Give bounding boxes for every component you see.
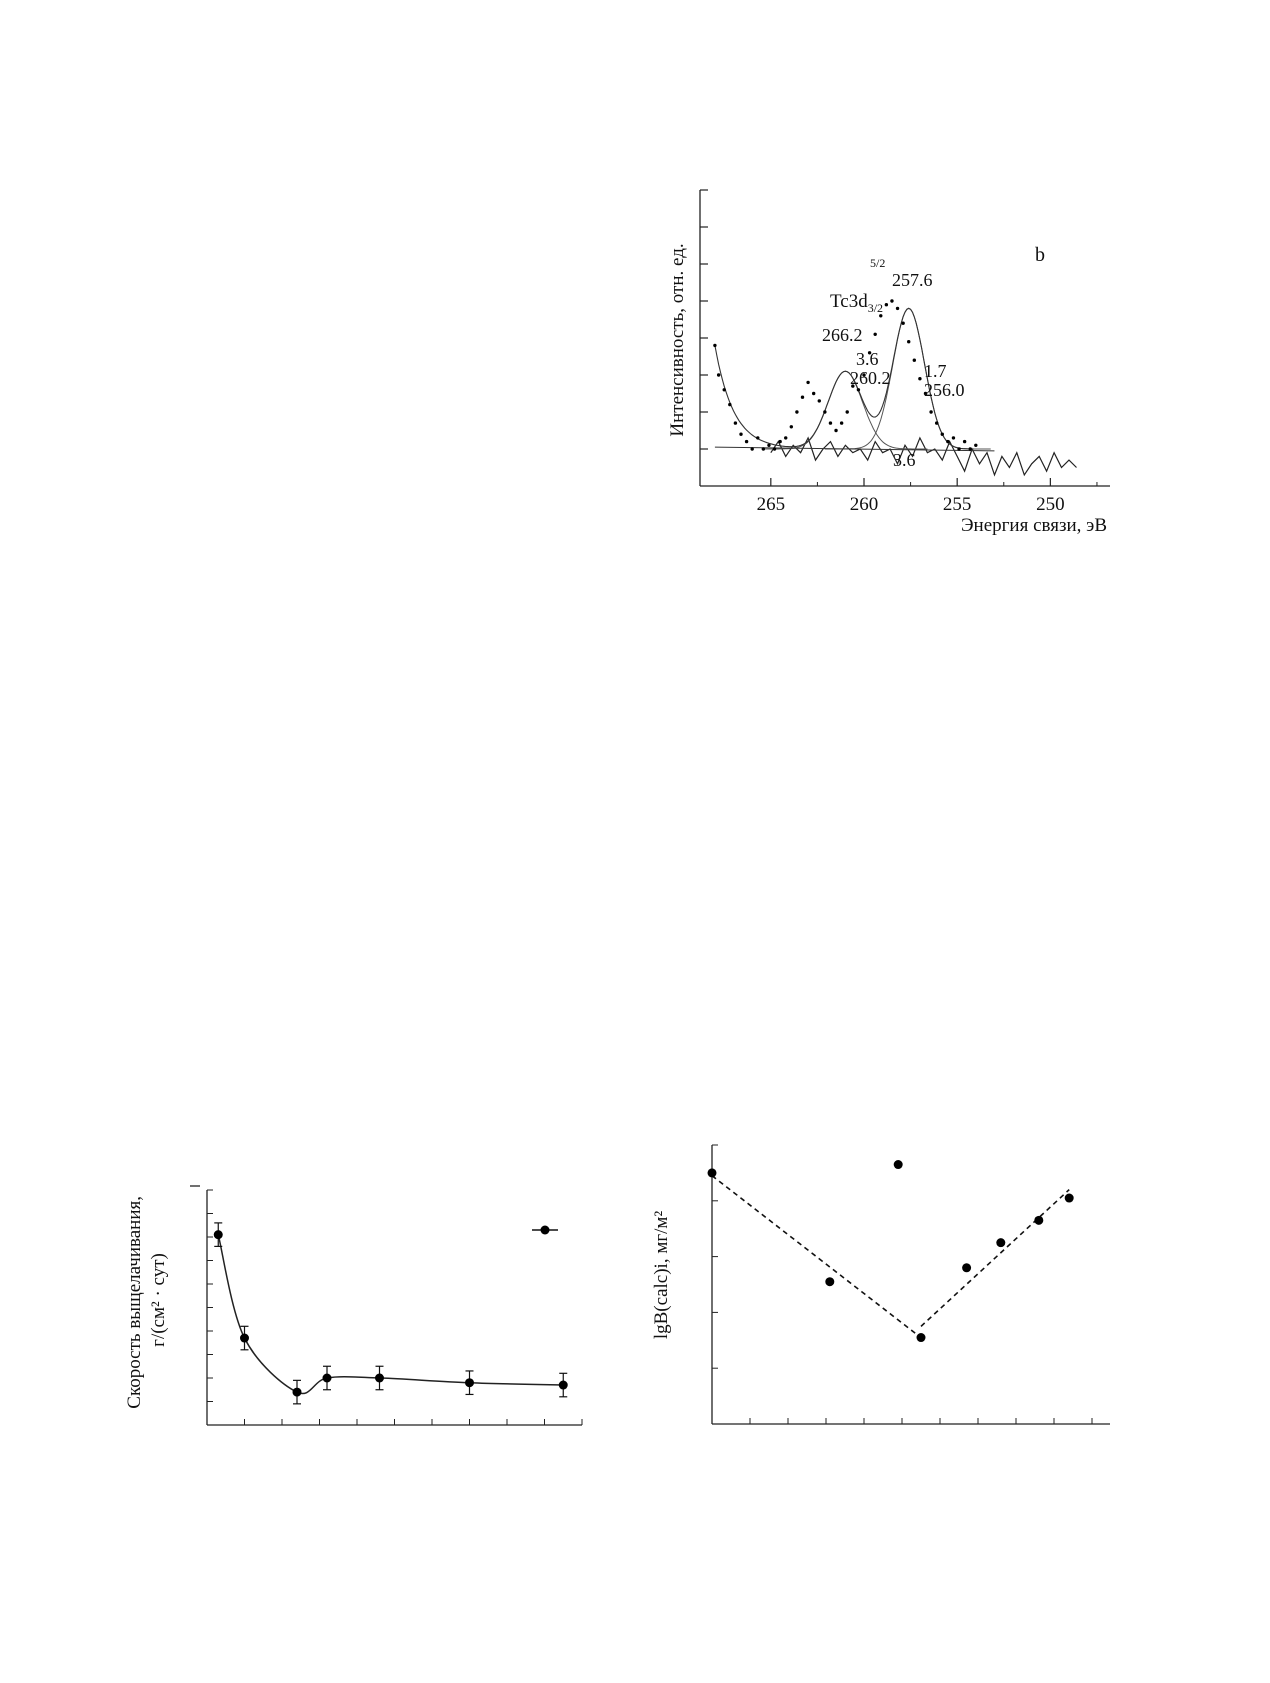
chart2-data-point [559, 1381, 568, 1390]
chart3-data-point [894, 1160, 903, 1169]
chart3-dashed-fits [712, 1176, 1069, 1335]
chart1-data-point [913, 359, 916, 362]
chart1-data-point [840, 421, 843, 424]
chart1-data-point [728, 403, 731, 406]
chart2-data-point [375, 1374, 384, 1383]
chart2-data-points [214, 1223, 568, 1404]
lgb-scatter-chart [651, 1145, 1110, 1424]
chart1-data-point [812, 392, 815, 395]
chart1-data-point [829, 421, 832, 424]
chart1-x-tick-label: 250 [1036, 494, 1065, 515]
chart1-data-point [723, 388, 726, 391]
chart3-fit-line-1 [712, 1176, 917, 1335]
chart1-data-point [790, 425, 793, 428]
chart1-data-point [935, 421, 938, 424]
annotation-260-2: 260.2 [850, 368, 891, 388]
chart1-data-point [890, 299, 893, 302]
chart1-data-point [818, 399, 821, 402]
chart1-baseline-series [771, 438, 1077, 475]
annotation-3-6-top: 3.6 [856, 349, 879, 369]
chart2-y-axis-label-line2: г/(см² · сут) [148, 1253, 169, 1347]
chart3-fit-line-2 [921, 1190, 1069, 1327]
chart1-y-ticks [700, 190, 708, 449]
chart1-data-point [739, 433, 742, 436]
chart3-data-point [708, 1168, 717, 1177]
chart1-measured-line [771, 438, 1077, 475]
chart1-data-point [773, 447, 776, 450]
chart1-data-point [767, 444, 770, 447]
chart1-data-point [857, 388, 860, 391]
annotation-257-6: 257.6 [892, 270, 933, 290]
chart1-data-point [784, 436, 787, 439]
peak-label-tc3d52-sub: 5/2 [870, 256, 886, 270]
chart3-data-point [825, 1277, 834, 1286]
annotation-256-0: 256.0 [924, 380, 965, 400]
peak-label-tc3d32-main: Tc3d [830, 291, 868, 312]
chart3-y-axis-label: lgB(calc)i, мг/м² [651, 1210, 672, 1340]
legend-marker-point [541, 1226, 550, 1235]
chart1-x-tick-label: 260 [849, 494, 879, 515]
leaching-rate-chart [124, 1186, 582, 1425]
chart1-data-point [885, 303, 888, 306]
chart2-y-ticks [207, 1190, 213, 1402]
chart1-data-point [941, 433, 944, 436]
peak-label-tc3d52 [870, 256, 885, 270]
chart1-data-point [756, 436, 759, 439]
chart3-data-point [962, 1263, 971, 1272]
chart2-trend-curve [218, 1235, 563, 1394]
chart1-x-tick-label: 265 [756, 494, 786, 515]
chart3-data-point [1034, 1216, 1043, 1225]
annotation-3-6-bottom: 3.6 [893, 450, 916, 470]
chart1-data-point [896, 307, 899, 310]
chart1-data-point [846, 410, 849, 413]
chart3-data-point [1065, 1194, 1074, 1203]
chart3-x-ticks [750, 1418, 1092, 1424]
chart1-data-point [873, 333, 876, 336]
chart1-data-point [806, 381, 809, 384]
chart1-data-point [946, 440, 949, 443]
peak-label-tc3d32 [830, 291, 883, 315]
chart1-data-point [834, 429, 837, 432]
chart2-x-ticks [245, 1419, 583, 1425]
chart1-data-point [717, 373, 720, 376]
chart1-data-point [713, 344, 716, 347]
chart1-data-point [823, 410, 826, 413]
panel-letter: b [1035, 244, 1045, 266]
chart2-y-axis-label [124, 1191, 169, 1408]
chart2-data-point [214, 1230, 223, 1239]
chart1-data-point [952, 436, 955, 439]
chart2-y-axis-label-line1: Скорость выщелачивания, [124, 1196, 145, 1409]
chart2-data-point [465, 1378, 474, 1387]
chart2-data-point [293, 1388, 302, 1397]
chart2-legend [532, 1226, 558, 1235]
chart1-data-point [734, 421, 737, 424]
chart2-data-point [240, 1334, 249, 1343]
chart1-data-point [969, 447, 972, 450]
chart1-data-point [907, 340, 910, 343]
chart1-y-axis-label: Интенсивность, отн. ед. [667, 243, 688, 437]
chart1-data-point [795, 410, 798, 413]
peak-label-tc3d32-sub: 3/2 [867, 301, 884, 315]
chart1-data-point [750, 447, 753, 450]
chart1-data-point [957, 447, 960, 450]
chart1-data-point [745, 440, 748, 443]
chart1-x-tick-label: 255 [942, 494, 972, 515]
chart1-data-point [801, 396, 804, 399]
chart1-data-point [929, 410, 932, 413]
chart3-data-point [917, 1333, 926, 1342]
xps-spectrum-chart [667, 190, 1110, 536]
chart1-data-point [963, 440, 966, 443]
chart1-data-point [778, 440, 781, 443]
chart3-data-point [996, 1238, 1005, 1247]
chart1-data-point [901, 322, 904, 325]
annotation-1-7: 1.7 [924, 361, 947, 381]
chart1-x-axis-label: Энергия связи, эВ [961, 515, 1107, 536]
chart1-x-ticks [757, 478, 1097, 515]
chart2-data-point [323, 1374, 332, 1383]
chart1-data-point [762, 447, 765, 450]
chart1-data-point [918, 377, 921, 380]
chart1-data-point [974, 444, 977, 447]
annotation-266-2: 266.2 [822, 325, 863, 345]
